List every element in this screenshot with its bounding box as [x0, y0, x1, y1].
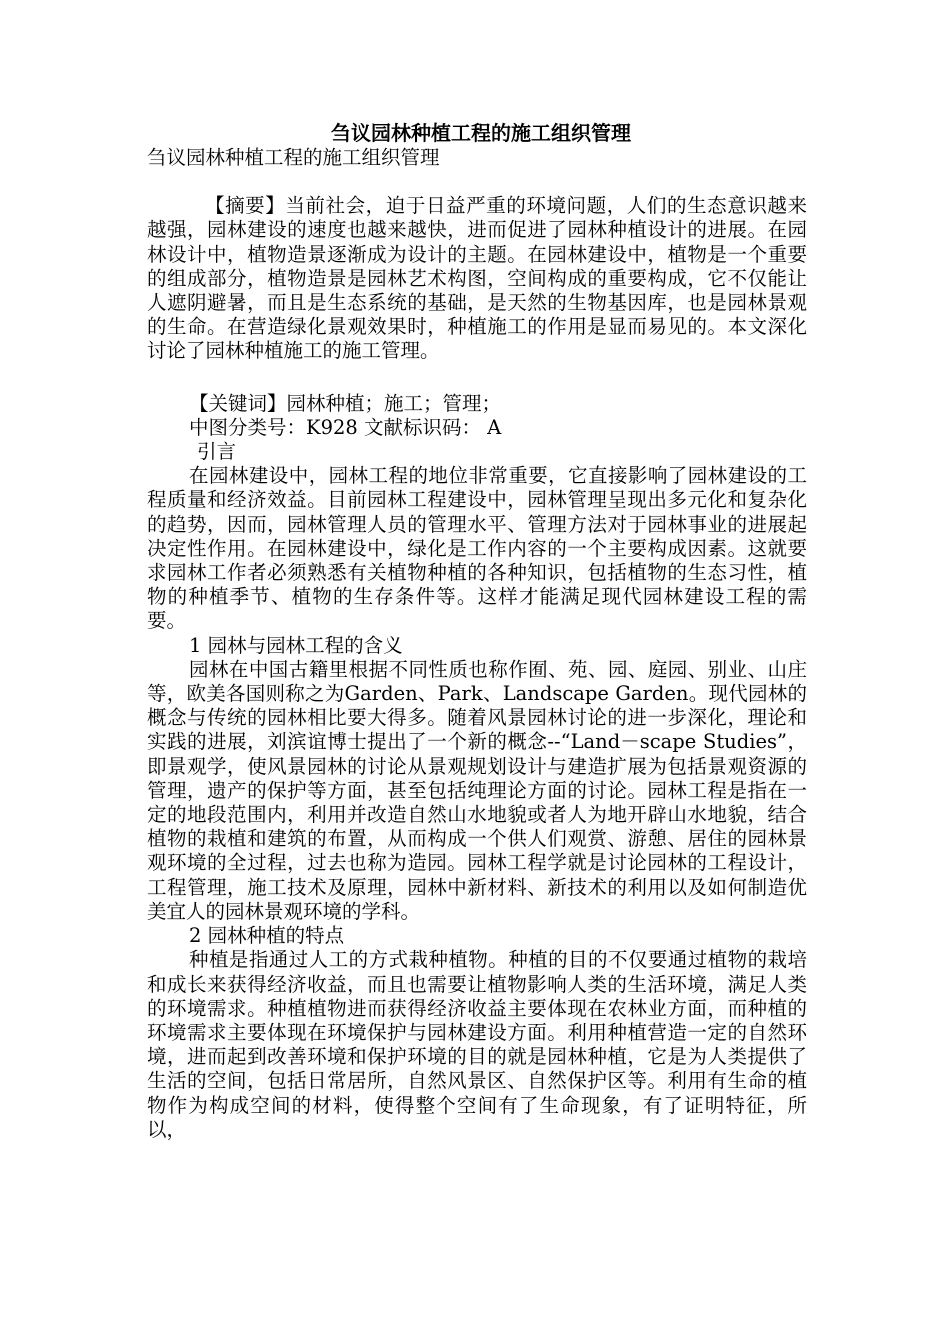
- document-title: 刍议园林种植工程的施工组织管理: [331, 121, 631, 145]
- spacer: [147, 364, 807, 392]
- abstract-paragraph: 【摘要】当前社会，迫于日益严重的环境问题，人们的生态意识越来越强，园林建设的速度也越来越快，进而促进了园林种植设计的进展。在园林设计中，植物造景逐渐成为设计的主题。在园林建设中，植物是一个重要的组成部分，植物造景是园林艺术构图，空间构成的重要构成，它不仅能让人遮阴避暑，而且是生态系统的基础，是天然的生物基因库，也是园林景观的生命。在营造绿化景观效果时，种植施工的作用是显而易见的。本文深化讨论了园林种植施工的施工管理。: [147, 194, 807, 363]
- classification-line: 中图分类号：K928 文献标识码： A: [189, 415, 502, 439]
- keywords-line: 【关键词】园林种植；施工；管理；: [189, 391, 502, 415]
- spacer: [147, 170, 807, 194]
- section1-heading: 1 园林与园林工程的含义: [189, 633, 403, 657]
- document-subtitle: 刍议园林种植工程的施工组织管理: [147, 146, 440, 169]
- section2-paragraph: 种植是指通过人工的方式栽种植物。种植的目的不仅要通过植物的栽培和成长来获得经济收益，而且也需要让植物影响人类的生活环境，满足人类的环境需求。种植植物进而获得经济收益主要体现在农林业方面，而种植的环境需求主要体现在环境保护与园林建设方面。利用种植营造一定的自然环境，进而起到改善环境和保护环境的目的就是园林种植，它是为人类提供了生活的空间，包括日常居所，自然风景区、自然保护区等。利用有生命的植物作为构成空间的材料，使得整个空间有了生命现象，有了证明特征，所以，: [147, 948, 807, 1141]
- intro-paragraph: 在园林建设中，园林工程的地位非常重要，它直接影响了园林建设的工程质量和经济效益。目前园林工程建设中，园林管理呈现出多元化和复杂化的趋势，因而，园林管理人员的管理水平、管理方法对于园林事业的进展起决定性作用。在园林建设中，绿化是工作内容的一个主要构成因素。这就要求园林工作者必须熟悉有关植物种植的各种知识，包括植物的生态习性，植物的种植季节、植物的生存条件等。这样才能满足现代园林建设工程的需要。: [147, 464, 807, 633]
- document-page: [147, 120, 807, 1142]
- intro-heading: 引言: [197, 440, 237, 464]
- section2-heading: 2 园林种植的特点: [189, 924, 345, 948]
- section1-paragraph: 园林在中国古籍里根据不同性质也称作囿、苑、园、庭园、别业、山庄等，欧美各国则称之为Garden、Park、Landscape Garden。现代园林的概念与传统的园林相比要大得多。随着风景园林讨论的进一步深化，理论和实践的进展，刘滨谊博士提出了一个新的概念--“Land－scape Studies”，即景观学，使风景园林的讨论从景观规划设计与建造扩展为包括景观资源的管理，遗产的保护等方面，甚至包括纯理论方面的讨论。园林工程是指在一定的地段范围内，利用并改造自然山水地貌或者人为地开辟山水地貌，结合植物的栽植和建筑的布置，从而构成一个供人们观赏、游憩、居住的园林景观环境的全过程，过去也称为造园。园林工程学就是讨论园林的工程设计，工程管理，施工技术及原理，园林中新材料、新技术的利用以及如何制造优美宜人的园林景观环境的学科。: [147, 657, 807, 923]
